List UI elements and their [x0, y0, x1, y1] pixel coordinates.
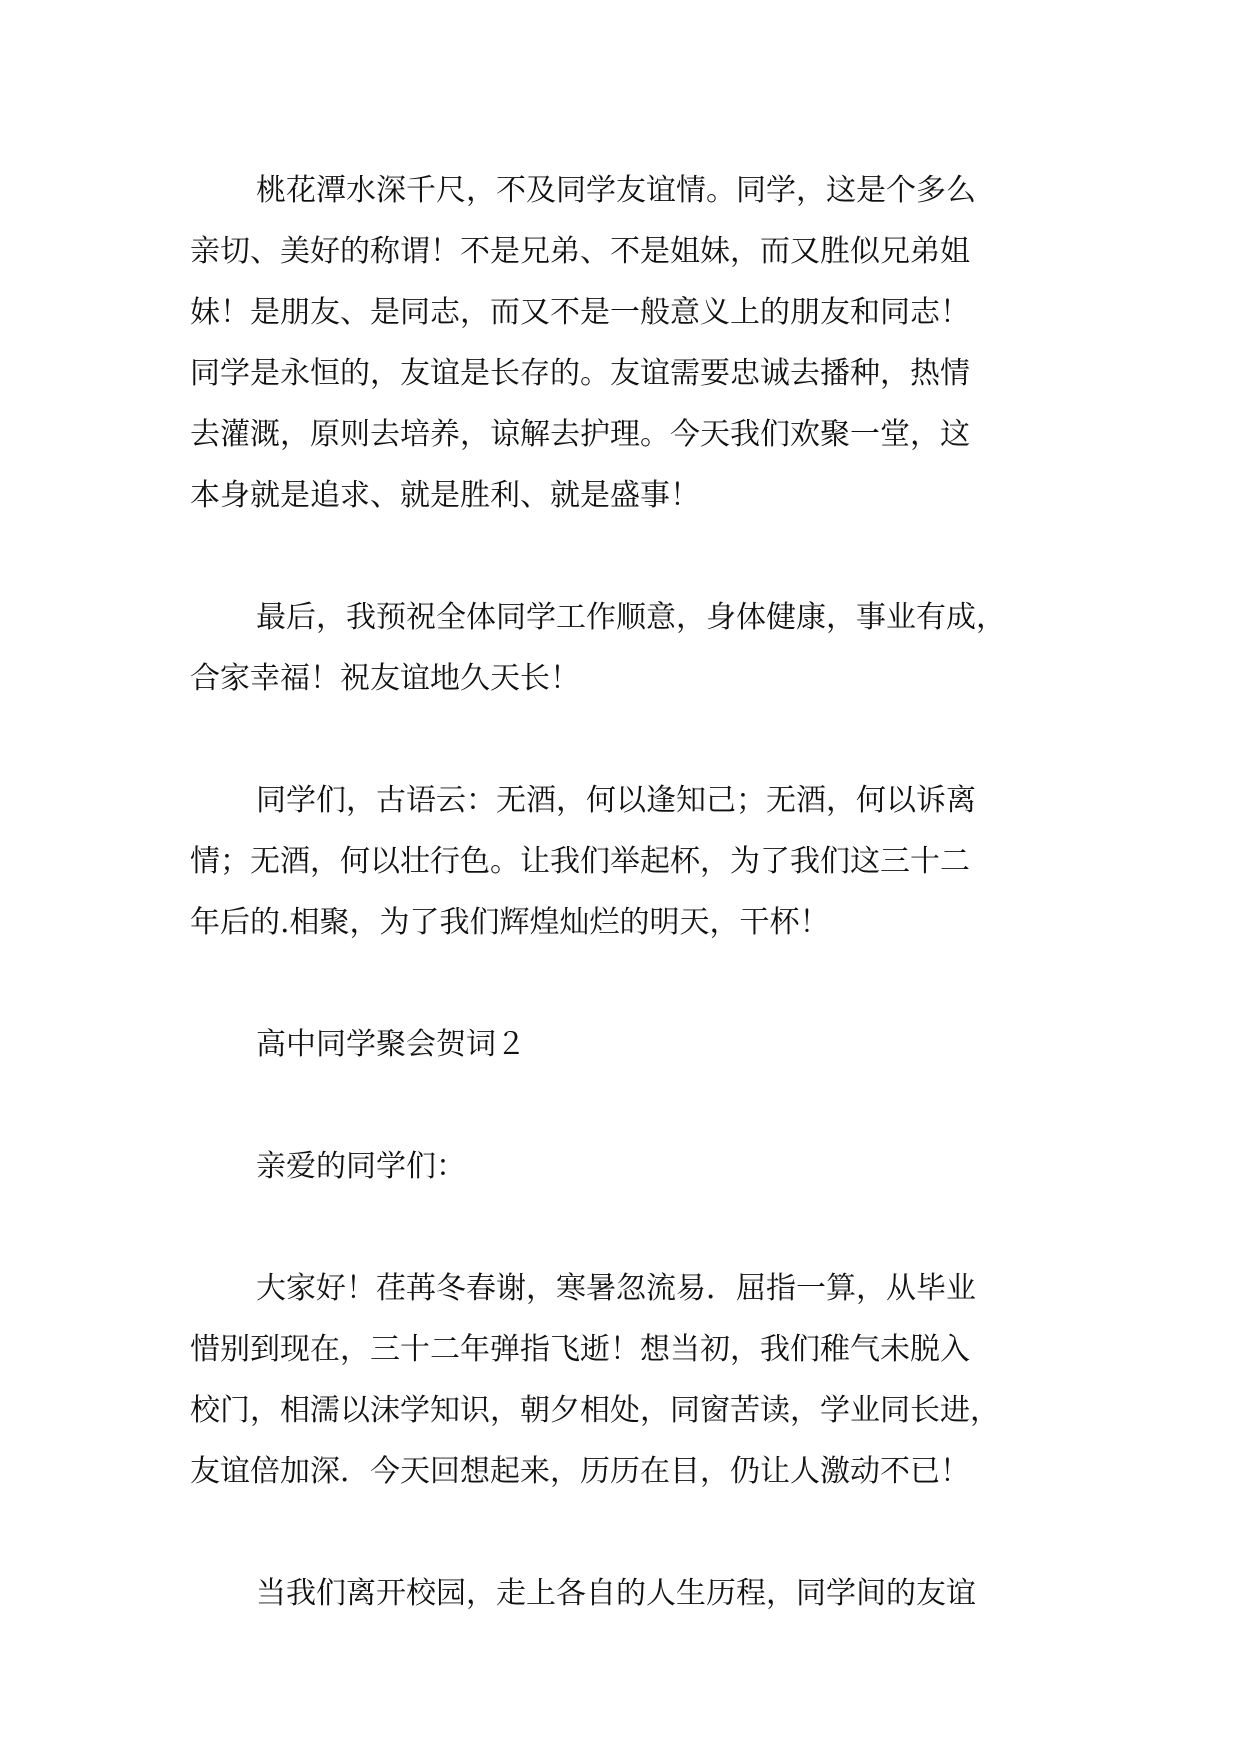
salutation-text: 亲爱的同学们： — [256, 1149, 466, 1184]
text-line: 同学是永恒的，友谊是长存的。友谊需要忠诚去播种，热情 — [190, 356, 970, 391]
text-line: 大家好！荏苒冬春谢，寒暑忽流易．屈指一算，从毕业 — [256, 1271, 976, 1306]
text-line: 当我们离开校园，走上各自的人生历程，同学间的友谊 — [256, 1576, 976, 1611]
paragraph-toast — [190, 770, 1052, 953]
section-heading — [190, 1014, 1052, 1075]
text-line: 年后的.相聚，为了我们辉煌灿烂的明天，干杯！ — [190, 905, 830, 940]
text-line: 友谊倍加深．今天回想起来，历历在目，仍让人激动不已！ — [190, 1454, 970, 1489]
text-line: 亲切、美好的称谓！不是兄弟、不是姐妹，而又胜似兄弟姐 — [190, 234, 970, 269]
paragraph-wishes — [190, 587, 1052, 709]
text-line: 情；无酒，何以壮行色。让我们举起杯，为了我们这三十二 — [190, 844, 970, 879]
text-line: 惜别到现在，三十二年弹指飞逝！想当初，我们稚气未脱入 — [190, 1332, 970, 1367]
text-line: 桃花潭水深千尺，不及同学友谊情。同学，这是个多么 — [256, 173, 976, 208]
text-line: 本身就是追求、就是胜利、就是盛事！ — [190, 478, 700, 513]
salutation — [190, 1136, 1052, 1197]
text-line: 去灌溉，原则去培养，谅解去护理。今天我们欢聚一堂，这 — [190, 417, 970, 452]
document-body — [190, 160, 1052, 1685]
heading-text: 高中同学聚会贺词２ — [256, 1027, 526, 1062]
text-line: 校门，相濡以沫学知识，朝夕相处，同窗苦读，学业同长进， — [190, 1393, 1000, 1428]
text-line: 同学们，古语云：无酒，何以逢知己；无酒，何以诉离 — [256, 783, 976, 818]
text-line: 合家幸福！祝友谊地久天长！ — [190, 661, 580, 696]
text-line: 最后，我预祝全体同学工作顺意，身体健康，事业有成， — [256, 600, 1006, 635]
text-line: 妹！是朋友、是同志，而又不是一般意义上的朋友和同志！ — [190, 295, 970, 330]
paragraph-friendship — [190, 160, 1052, 526]
paragraph-continuation — [190, 1563, 1052, 1624]
paragraph-greeting — [190, 1258, 1052, 1502]
